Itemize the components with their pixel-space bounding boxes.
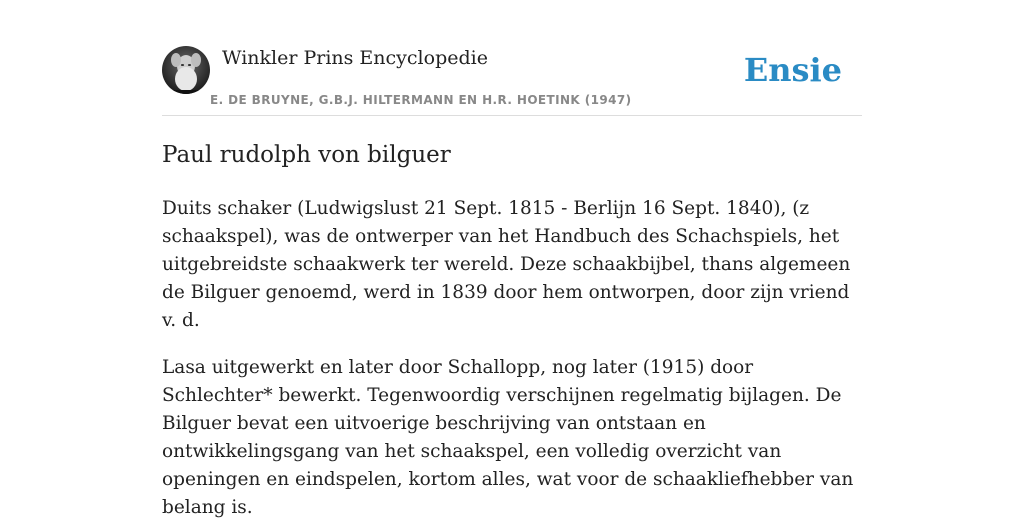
ensie-logo-link[interactable]: Ensie: [743, 51, 842, 89]
article-card: [162, 40, 862, 522]
article-paragraph: Duits schaker (Ludwigslust 21 Sept. 1815 - Berlijn 16 Sept. 1840), (z schaakspel), was de ontwerper van het Handbuch des Schachspiels, het uitgebreidste schaakwerk ter wereld. Deze schaakbijbel, thans algemeen de Bilguer genoemd, werd in 1839 door hem ontworpen, door zijn vriend v. d.: [162, 198, 851, 331]
author-avatar: [162, 46, 210, 94]
source-title[interactable]: Winkler Prins Encyclopedie: [222, 47, 488, 69]
article-title: Paul rudolph von bilguer: [162, 142, 451, 168]
article-paragraph: Lasa uitgewerkt en later door Schallopp, nog later (1915) door Schlechter* bewerkt. Tegenwoordig verschijnen regelmatig bijlagen. De Bilguer bevat een uitvoerige beschrijving van ontstaan en ontwikkelingsgang van het schaakspel, een volledig overzicht van openingen en eindspelen, kortom alles, wat voor de schaakliefhebber van belang is.: [162, 357, 854, 518]
source-authors: E. DE BRUYNE, G.B.J. HILTERMANN EN H.R. HOETINK (1947): [210, 93, 632, 107]
source-header: [162, 40, 862, 116]
